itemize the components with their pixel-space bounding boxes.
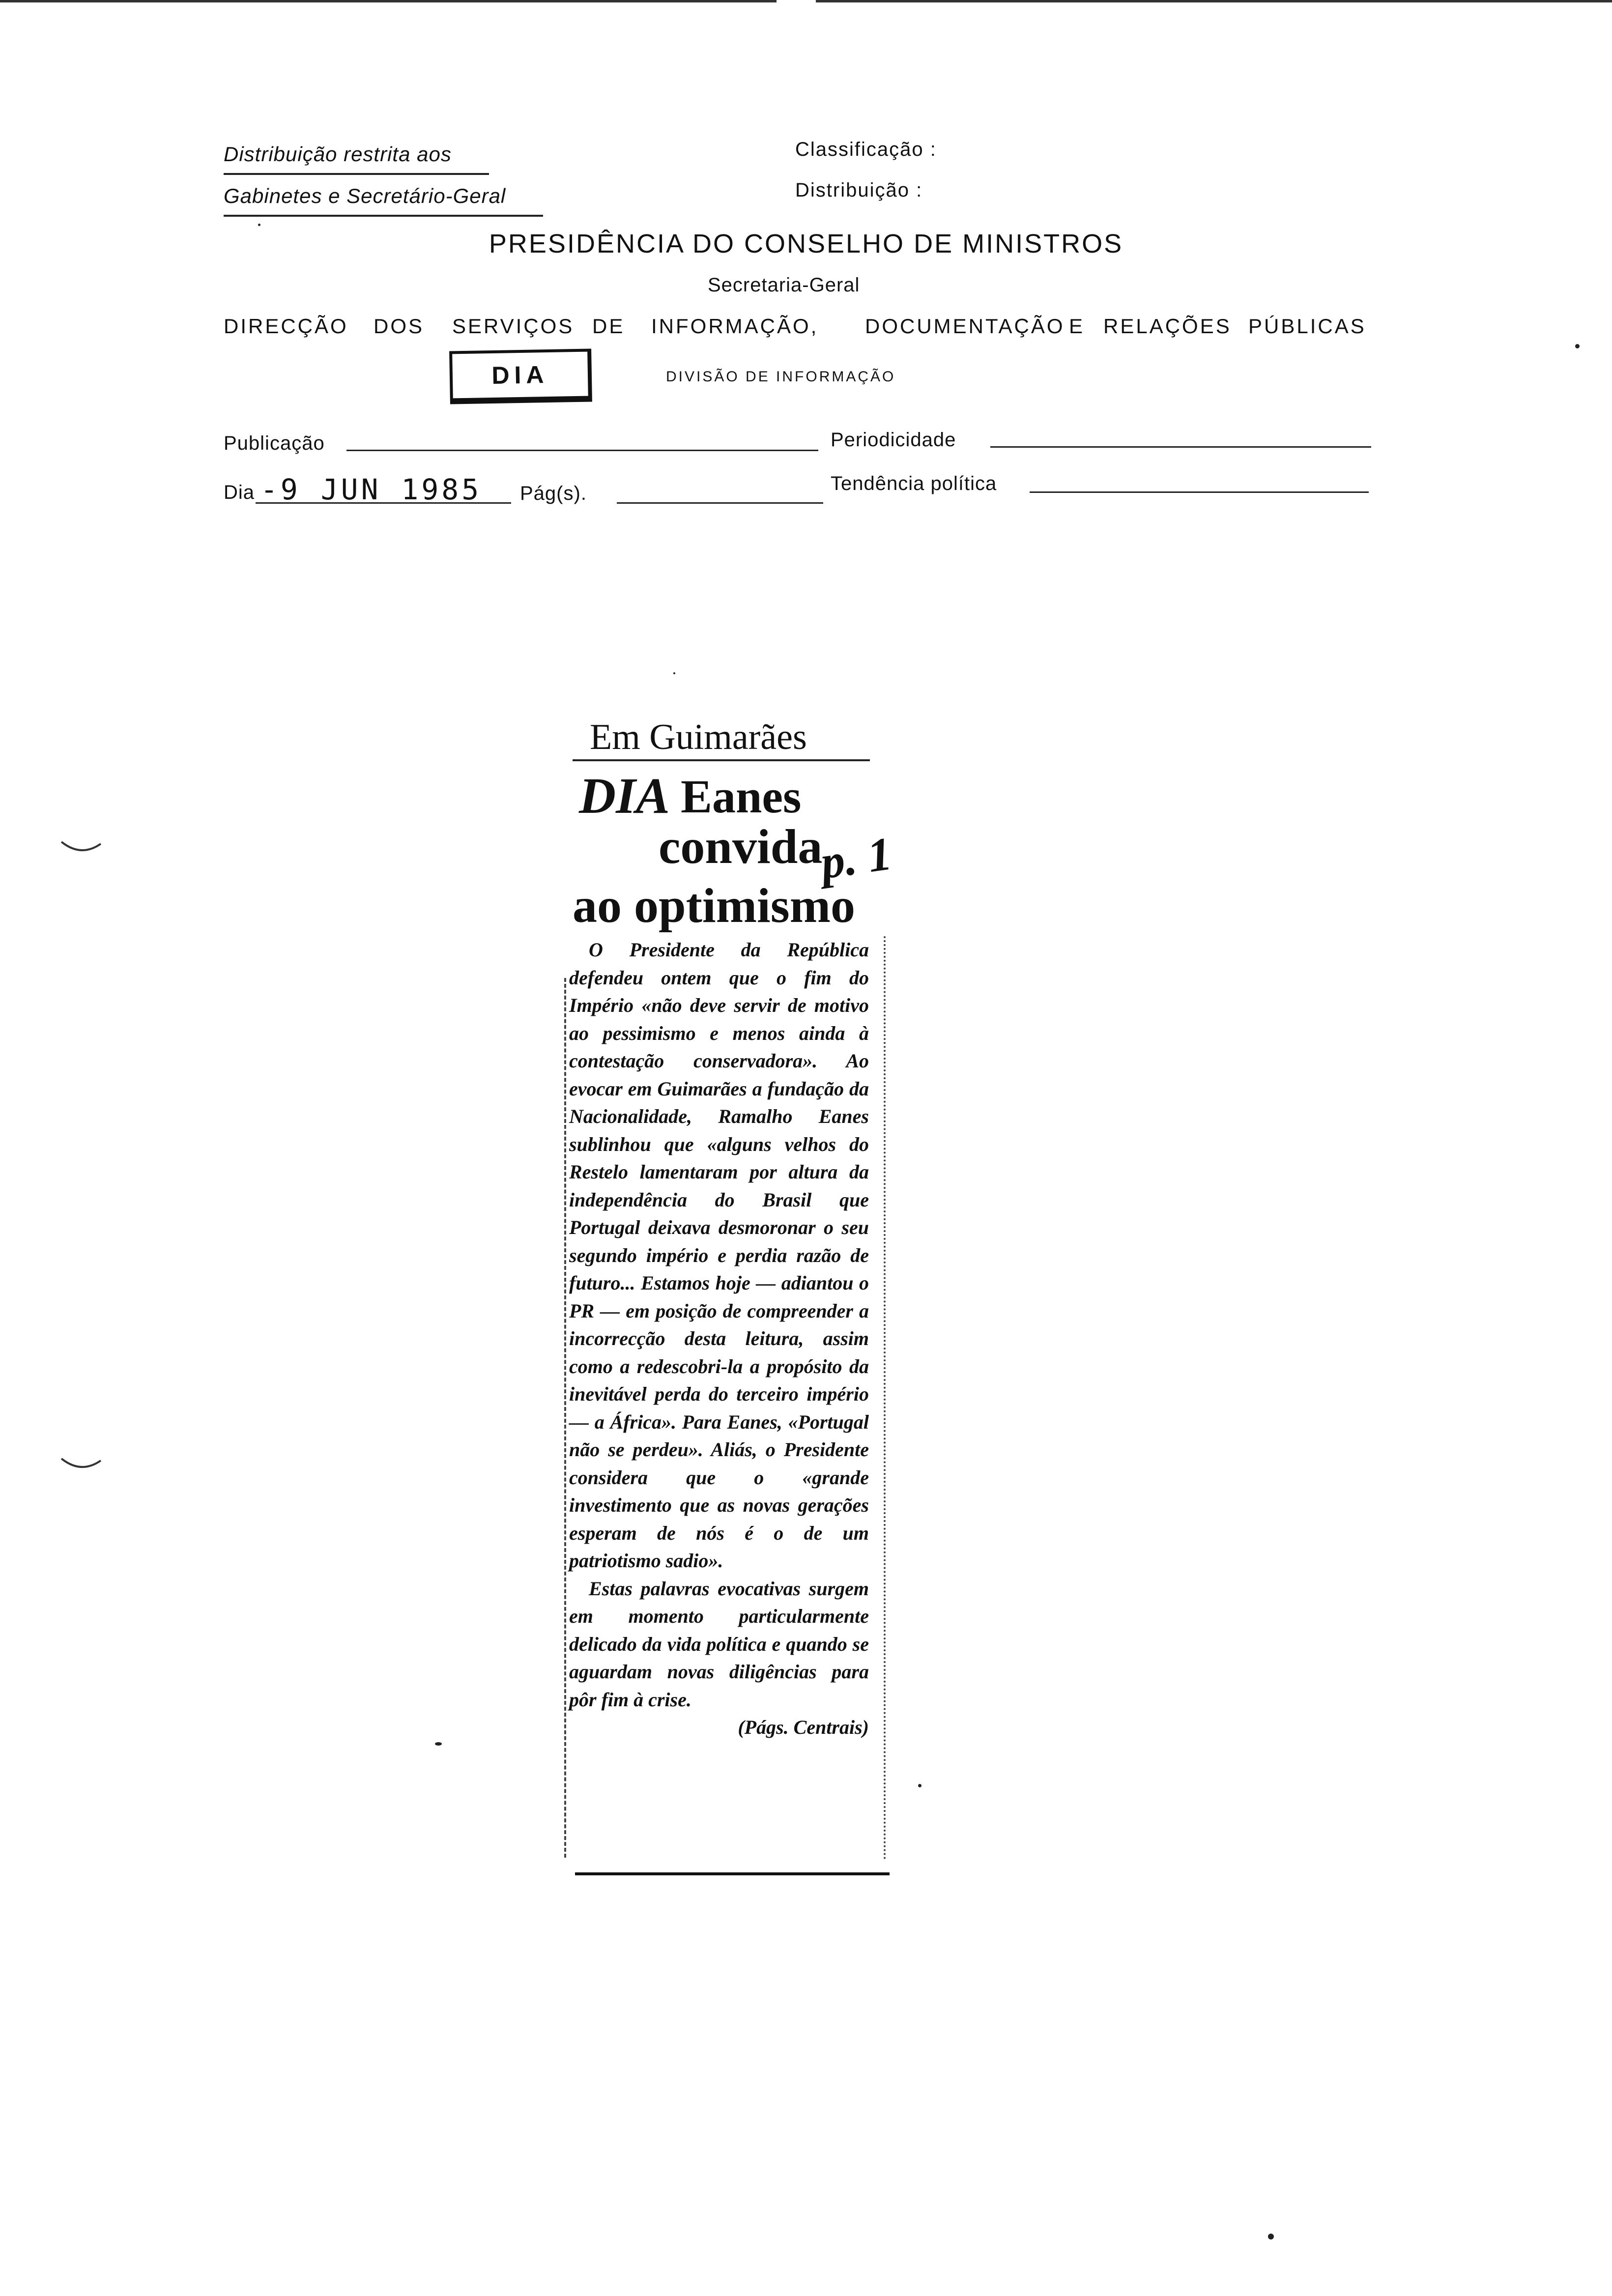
direction-word: RELAÇÕES	[1103, 315, 1232, 338]
publication-fill-line	[346, 450, 818, 451]
article-paragraph-2: Estas palavras evocativas surgem em momento particularmente delicado da vida política e quando se aguardam novas diligências para pôr fim à crise.	[569, 1577, 869, 1711]
headline-line-1: Eanes	[681, 770, 802, 823]
restricted-underline-2	[224, 215, 543, 217]
scan-speck	[258, 224, 260, 226]
direction-word: DOS	[374, 315, 425, 338]
scan-speck	[435, 1742, 442, 1746]
scan-speck	[1575, 344, 1580, 348]
kicker-underline	[573, 759, 870, 761]
publication-label: Publicação	[224, 432, 325, 454]
pages-label: Pág(s).	[520, 483, 587, 504]
division-label: DIVISÃO DE INFORMAÇÃO	[666, 369, 896, 385]
scan-edge-line-right	[816, 0, 1612, 2]
headline-line-2: convida	[659, 819, 823, 874]
handwritten-dia-mark: DIA	[579, 768, 670, 824]
direction-word: INFORMAÇÃO,	[651, 315, 819, 338]
scan-speck	[1268, 2234, 1274, 2239]
article-paragraph-1: O Presidente da República defendeu ontem que o fim do Império «não deve servir de motivo ao pessimismo e menos ainda à contestação conservadora». Ao evocar em Guimarães a fundação da Nacionalidade, Ramalho Eanes sublinhou que «alguns velhos do Restelo lamentaram por altura da independência do Brasil que Portugal deixava desmoronar o seu segundo império e perdia razão de futuro... Estamos hoje — adiantou o PR — em posição de compreender a incorrecção desta leitura, assim como a redescobri-la a propósito da inevitável perda do terceiro império — a África». Para Eanes, «Portugal não se perdeu». Aliás, o Presidente considera que o «grande investimento que as novas gerações esperam de nós é o de um patriotismo sadio».	[569, 939, 869, 1572]
clipping-kicker: Em Guimarães	[590, 717, 807, 757]
direction-word: PÚBLICAS	[1248, 315, 1366, 338]
periodicity-fill-line	[990, 446, 1371, 448]
headline-line-3: ao optimismo	[573, 878, 855, 933]
distribution-label: Distribuição :	[795, 179, 923, 201]
page-subtitle: Secretaria-Geral	[708, 274, 860, 296]
direction-word: E	[1069, 315, 1085, 338]
article-body	[569, 936, 869, 1742]
dia-stamp: DIA	[449, 348, 592, 404]
classification-label: Classificação :	[795, 139, 937, 160]
restricted-distribution-line1: Distribuição restrita aos	[224, 143, 452, 166]
direction-word: DE	[592, 315, 625, 338]
pages-fill-line	[617, 502, 823, 504]
restricted-distribution-line2: Gabinetes e Secretário-Geral	[224, 184, 506, 207]
restricted-underline-1	[224, 173, 489, 175]
scan-speck	[918, 1784, 921, 1787]
direction-word: SERVIÇOS	[452, 315, 575, 338]
direction-word: DIRECÇÃO	[224, 315, 348, 338]
periodicity-label: Periodicidade	[831, 429, 956, 451]
clipping-cut-edge-left	[564, 978, 566, 1858]
clipping-cut-edge-right	[884, 936, 886, 1860]
scan-speck	[673, 672, 675, 674]
clipping-bottom-rule	[575, 1872, 890, 1875]
page-title: PRESIDÊNCIA DO CONSELHO DE MINISTROS	[489, 229, 1123, 258]
day-label: Dia	[224, 482, 255, 503]
punch-hole-mark-upper	[59, 838, 103, 858]
tendency-label: Tendência política	[831, 473, 997, 494]
date-fill-line	[256, 502, 511, 504]
handwritten-page-mark: p. 1	[817, 827, 895, 889]
direction-word: DOCUMENTAÇÃO	[865, 315, 1065, 338]
scan-edge-line-left	[0, 0, 777, 2]
punch-hole-mark-lower	[59, 1455, 103, 1474]
date-stamp: -9 JUN 1985	[260, 473, 482, 506]
article-page-reference: (Págs. Centrais)	[738, 1716, 869, 1738]
tendency-fill-line	[1030, 491, 1369, 493]
